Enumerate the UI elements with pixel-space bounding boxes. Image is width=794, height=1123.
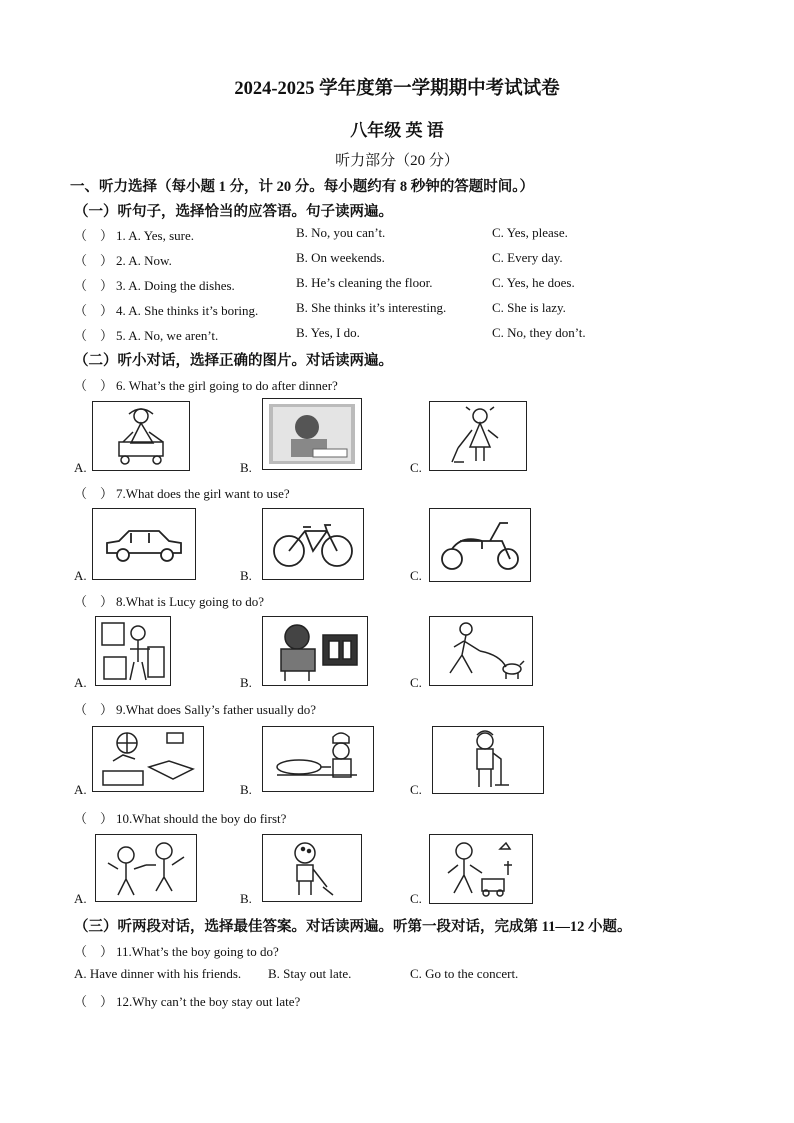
girl-writing-photo-icon[interactable]	[262, 398, 362, 470]
option-b[interactable]: B. Yes, I do.	[296, 325, 360, 340]
kid-reading-icon[interactable]	[262, 616, 368, 686]
man-cooking-icon[interactable]	[262, 726, 374, 792]
section-1-heading: 一、听力选择（每小题 1 分，计 20 分。每小题约有 8 秒钟的答题时间。）	[70, 179, 534, 195]
answer-blank[interactable]: （ ）	[74, 594, 114, 609]
answer-blank[interactable]: （ ）	[74, 278, 114, 293]
boy-playing-toys-icon[interactable]	[429, 834, 533, 904]
question-text: 11.What’s the boy going to do?	[116, 944, 279, 959]
answer-blank[interactable]: （ ）	[74, 303, 114, 318]
label-a: A.	[74, 891, 87, 906]
label-a: A.	[74, 568, 87, 583]
option-a[interactable]: A. Have dinner with his friends.	[74, 966, 242, 981]
boy-mopping-icon[interactable]	[432, 726, 544, 794]
question-8	[74, 591, 264, 610]
label-b: B.	[240, 675, 252, 690]
option-c[interactable]: C. Every day.	[492, 250, 563, 265]
question-3	[74, 275, 235, 294]
question-text: 10.What should the boy do first?	[116, 811, 287, 826]
option-a[interactable]: 2. A. Now.	[116, 253, 172, 268]
girl-walking-dog-icon[interactable]	[429, 616, 533, 686]
option-a[interactable]: 3. A. Doing the dishes.	[116, 278, 235, 293]
question-text: 6. What’s the girl going to do after dinner?	[116, 378, 338, 393]
label-b: B.	[240, 460, 252, 475]
question-10	[74, 808, 286, 827]
question-7	[74, 483, 290, 502]
option-c[interactable]: C. Yes, he does.	[492, 275, 575, 290]
option-b[interactable]: B. She thinks it’s interesting.	[296, 300, 447, 315]
boy-sweeping-icon[interactable]	[262, 834, 362, 902]
question-text: 12.Why can’t the boy stay out late?	[116, 994, 301, 1009]
option-b[interactable]: B. Stay out late.	[268, 966, 352, 981]
answer-blank[interactable]: （ ）	[74, 378, 114, 393]
part-3-heading: （三）听两段对话，选择最佳答案。对话读两遍。听第一段对话，完成第 11—12 小题。	[74, 919, 632, 935]
option-b[interactable]: B. On weekends.	[296, 250, 385, 265]
answer-blank[interactable]: （ ）	[74, 994, 114, 1009]
label-a: A.	[74, 782, 87, 797]
option-a[interactable]: 5. A. No, we aren’t.	[116, 328, 219, 343]
label-c: C.	[410, 782, 422, 797]
answer-blank[interactable]: （ ）	[74, 486, 114, 501]
question-1	[74, 225, 194, 244]
question-text: 9.What does Sally’s father usually do?	[116, 702, 317, 717]
question-9	[74, 699, 316, 718]
label-a: A.	[74, 460, 87, 475]
option-c[interactable]: C. She is lazy.	[492, 300, 566, 315]
car-icon[interactable]	[92, 508, 196, 580]
answer-blank[interactable]: （ ）	[74, 228, 114, 243]
label-c: C.	[410, 891, 422, 906]
option-b[interactable]: B. No, you can’t.	[296, 225, 386, 240]
question-6	[74, 375, 338, 394]
question-text: 8.What is Lucy going to do?	[116, 594, 265, 609]
bicycle-icon[interactable]	[262, 508, 364, 580]
question-4	[74, 300, 258, 319]
label-b: B.	[240, 568, 252, 583]
question-11	[74, 941, 279, 960]
answer-blank[interactable]: （ ）	[74, 811, 114, 826]
label-b: B.	[240, 891, 252, 906]
messy-room-icon[interactable]	[92, 726, 204, 792]
label-c: C.	[410, 460, 422, 475]
girl-sweeping-icon[interactable]	[429, 401, 527, 471]
answer-blank[interactable]: （ ）	[74, 328, 114, 343]
question-text: 7.What does the girl want to use?	[116, 486, 290, 501]
option-c[interactable]: C. No, they don’t.	[492, 325, 586, 340]
option-c[interactable]: C. Yes, please.	[492, 225, 568, 240]
exam-title: 2024-2025 学年度第一学期期中考试试卷	[234, 79, 560, 99]
question-12	[74, 991, 300, 1010]
answer-blank[interactable]: （ ）	[74, 702, 114, 717]
listening-part-title: 听力部分（20 分）	[335, 153, 459, 169]
part-1-heading: （一）听句子，选择恰当的应答语。句子读两遍。	[74, 204, 393, 220]
part-2-heading: （二）听小对话，选择正确的图片。对话读两遍。	[74, 353, 393, 369]
label-b: B.	[240, 782, 252, 797]
label-a: A.	[74, 675, 87, 690]
label-c: C.	[410, 568, 422, 583]
option-b[interactable]: B. He’s cleaning the floor.	[296, 275, 433, 290]
option-c[interactable]: C. Go to the concert.	[410, 966, 519, 981]
kids-playing-icon[interactable]	[95, 834, 197, 902]
girl-washing-icon[interactable]	[92, 401, 190, 471]
person-cooking-icon[interactable]	[95, 616, 171, 686]
scooter-icon[interactable]	[429, 508, 531, 582]
option-a[interactable]: 1. A. Yes, sure.	[116, 228, 195, 243]
exam-subtitle: 八年级 英 语	[350, 121, 444, 140]
answer-blank[interactable]: （ ）	[74, 253, 114, 268]
option-a[interactable]: 4. A. She thinks it’s boring.	[116, 303, 259, 318]
label-c: C.	[410, 675, 422, 690]
question-2	[74, 250, 172, 269]
question-5	[74, 325, 218, 344]
answer-blank[interactable]: （ ）	[74, 944, 114, 959]
